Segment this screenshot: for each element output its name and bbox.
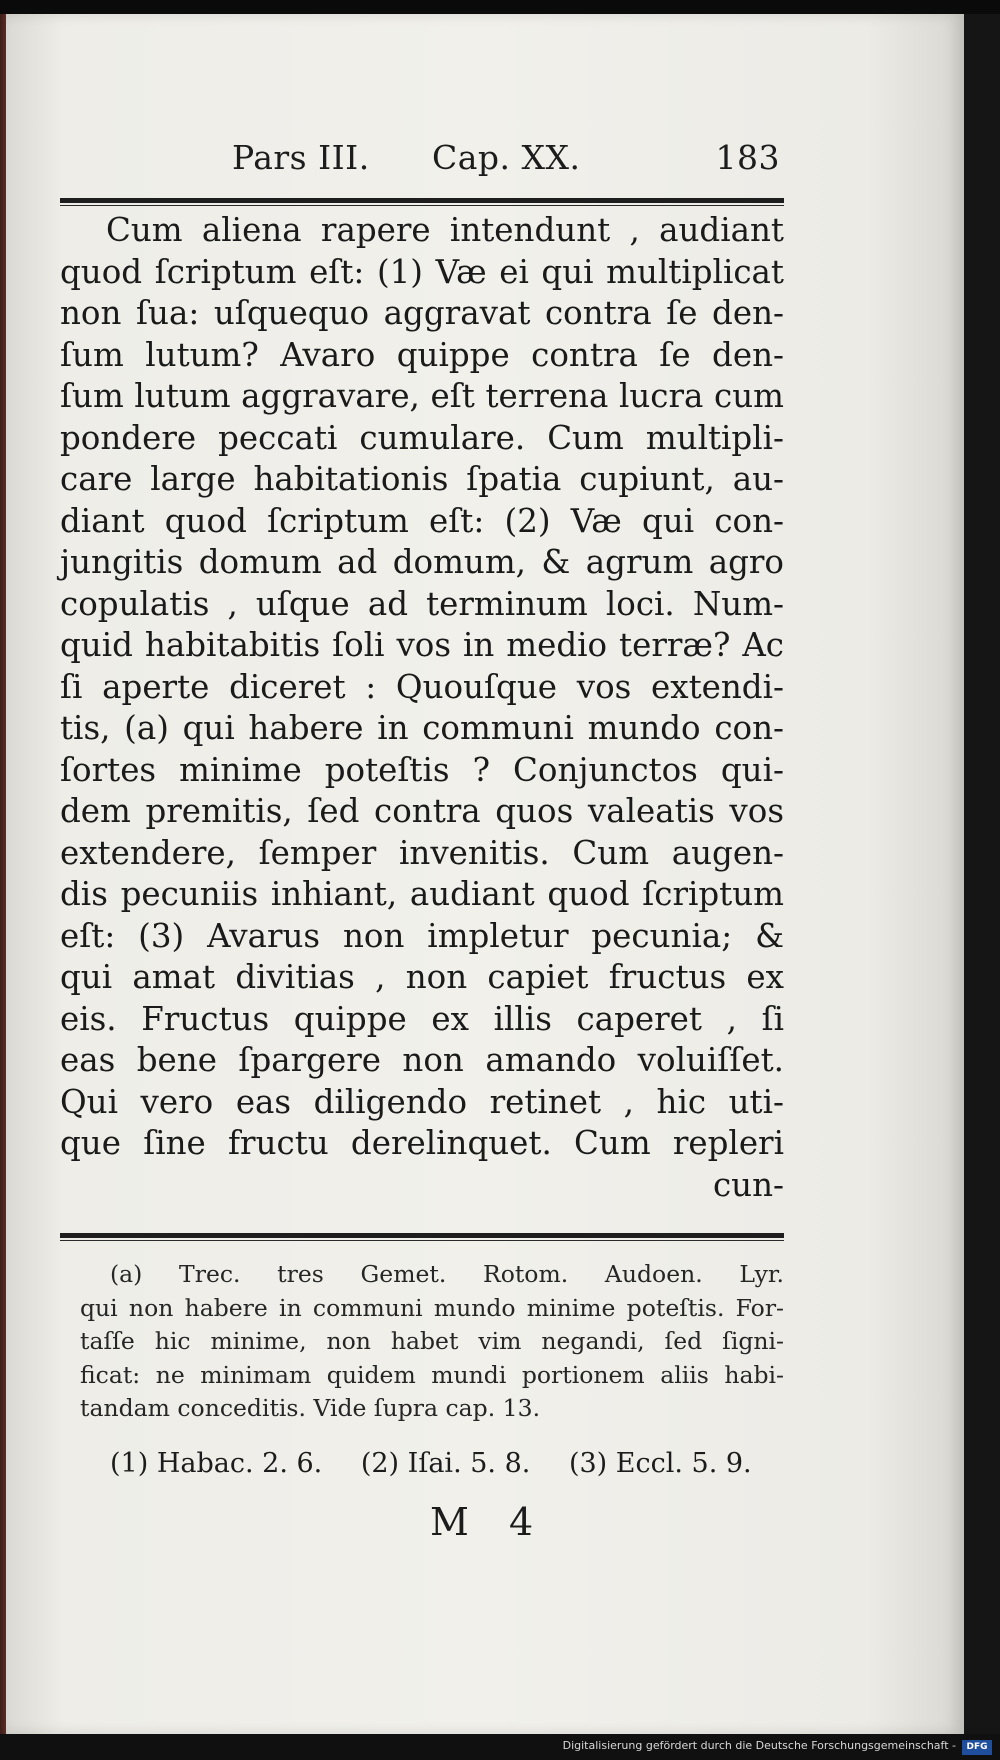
text-line: non ſua: uſquequo aggravat contra ſe den- xyxy=(60,294,784,332)
text-line: dem premitis, ſed contra quos valeatis vos xyxy=(60,792,784,830)
text-line: ſum lutum? Avaro quippe contra ſe den- xyxy=(60,335,784,374)
running-header xyxy=(232,138,780,188)
reference-3: (3) Eccl. 5. 9. xyxy=(568,1448,752,1479)
footnote-line: (a) Trec. tres Gemet. Rotom. Audoen. Lyr. xyxy=(110,1260,784,1288)
reference-2: (2) Iſai. 5. 8. xyxy=(360,1448,531,1479)
footnote-line: taſſe hic minime, non habet vim negandi, ſed ſigni- xyxy=(80,1327,784,1355)
text-line: eis. Fructus quippe ex illis caperet , ſi xyxy=(60,999,784,1038)
text-line: care large habitationis ſpatia cupiunt, au- xyxy=(60,460,784,498)
text-line: ſum lutum aggravare, eſt terrena lucra cum xyxy=(60,377,784,415)
footnote-line: qui non habere in communi mundo minime poteſtis. For- xyxy=(80,1293,784,1322)
header-chapter: Cap. XX. xyxy=(432,138,581,177)
funding-caption: Digitalisierung gefördert durch die Deutsche Forschungsgemeinschaft - xyxy=(562,1739,956,1752)
text-line: dis pecuniis inhiant, audiant quod ſcriptum xyxy=(60,875,784,913)
text-line: ſortes minime poteſtis ? Conjunctos qui- xyxy=(60,750,784,789)
text-line: diant quod ſcriptum eſt: (2) Væ qui con- xyxy=(60,501,784,540)
scan-border-right xyxy=(964,14,1000,1734)
text-line: eſt: (3) Avarus non impletur pecunia; & xyxy=(60,916,784,955)
header-part: Pars III. xyxy=(232,138,370,177)
main-text xyxy=(60,210,784,1206)
reference-1: (1) Habac. 2. 6. xyxy=(110,1448,323,1479)
header-rule xyxy=(60,198,784,206)
footnotes xyxy=(80,1258,784,1426)
text-line: Qui vero eas diligendo retinet , hic uti- xyxy=(60,1082,784,1121)
text-line: quod ſcriptum eſt: (1) Væ ei qui multiplicat xyxy=(60,252,784,291)
text-line: que ſine fructu derelinquet. Cum repleri xyxy=(60,1124,784,1162)
text-line: eas bene ſpargere non amando voluiſſet. xyxy=(60,1041,784,1079)
scripture-references xyxy=(110,1448,784,1488)
text-line: extendere, ſemper invenitis. Cum augen- xyxy=(60,833,784,872)
dfg-logo: DFG xyxy=(962,1740,992,1755)
text-line: jungitis domum ad domum, & agrum agro xyxy=(60,543,784,581)
text-line: ſi aperte diceret : Quouſque vos extendi- xyxy=(60,667,784,706)
page-number: 183 xyxy=(715,138,780,177)
scan-border-top xyxy=(0,0,1000,14)
catchword: cun- xyxy=(712,1165,784,1204)
text-line: tis, (a) qui habere in communi mundo con- xyxy=(60,709,784,747)
signature-mark: M 4 xyxy=(430,1500,548,1544)
text-line: qui amat divitias , non capiet fructus ex xyxy=(60,958,784,996)
footnote-line: tandam conceditis. Vide ſupra cap. 13. xyxy=(80,1394,541,1422)
text-line: Cum aliena rapere intendunt , audiant xyxy=(106,211,784,249)
text-line: pondere peccati cumulare. Cum multipli- xyxy=(60,418,784,457)
footnote-rule xyxy=(60,1233,784,1241)
text-line: quid habitabitis ſoli vos in medio terræ? Ac xyxy=(60,626,784,664)
footnote-line: ficat: ne minimam quidem mundi portionem aliis habi- xyxy=(80,1360,784,1389)
text-line: copulatis , uſque ad terminum loci. Num- xyxy=(60,584,784,623)
